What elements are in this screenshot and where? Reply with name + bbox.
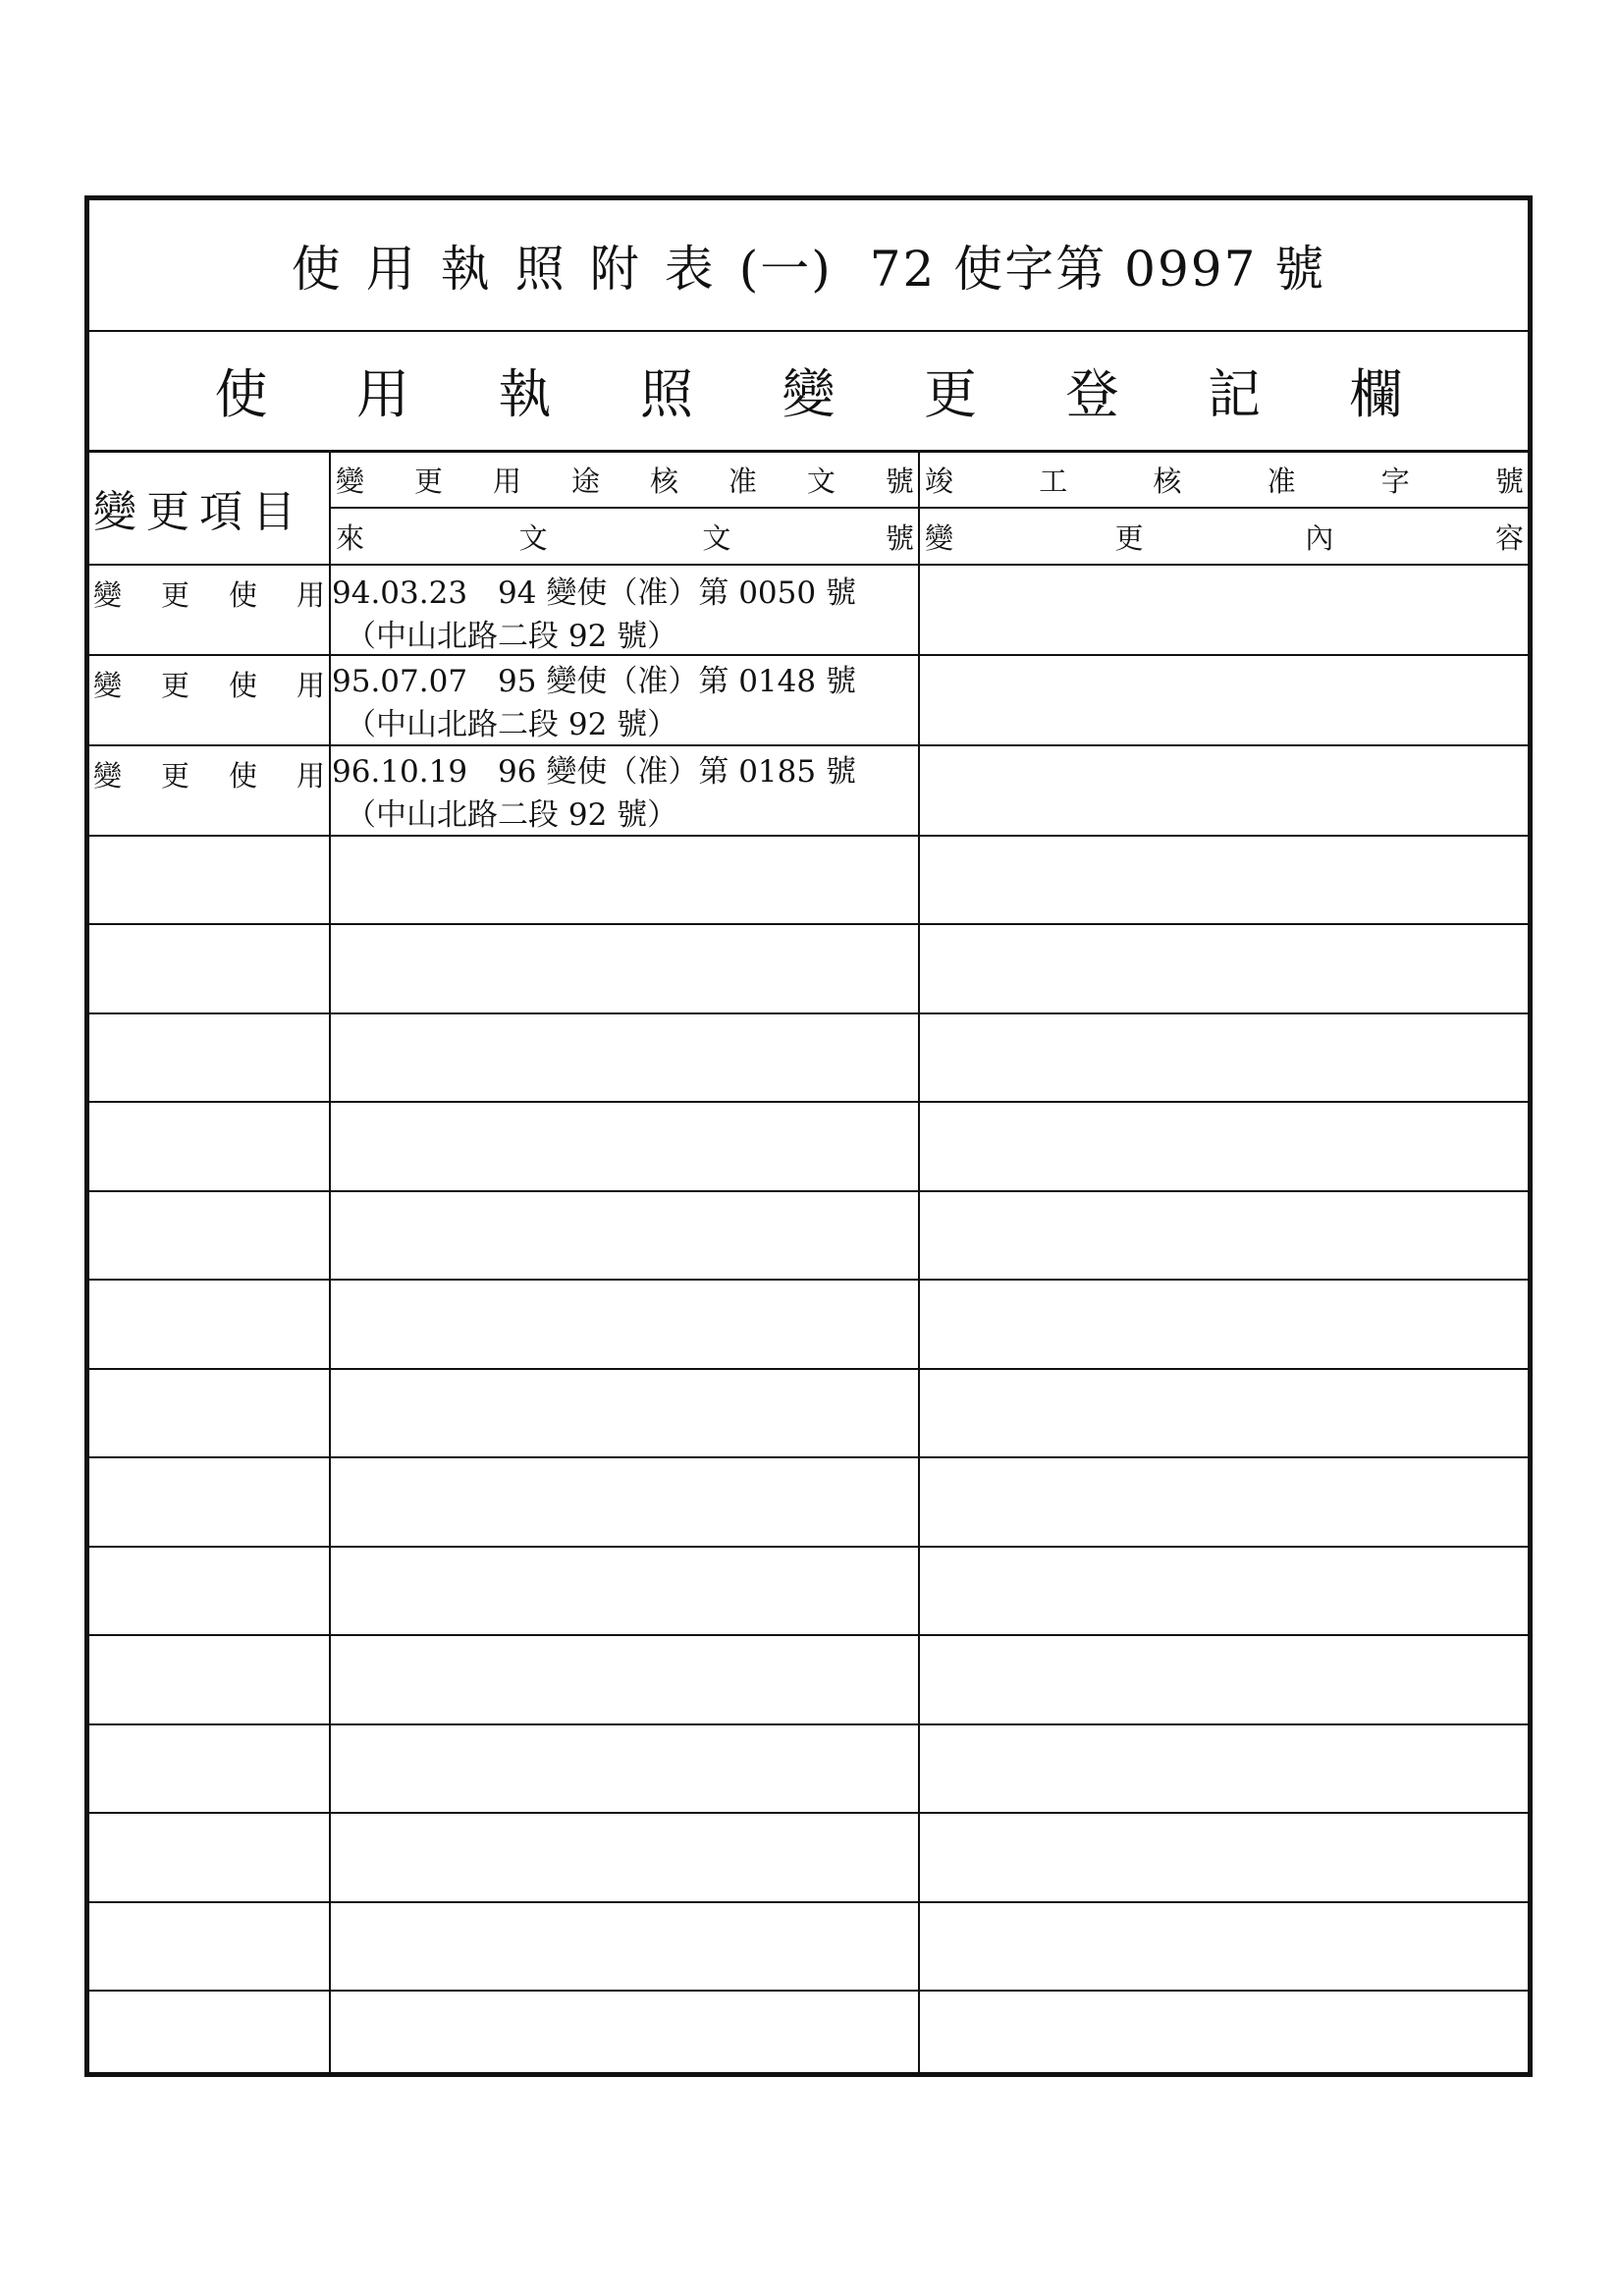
row-divider <box>89 1812 1528 1814</box>
row-divider <box>89 654 1528 656</box>
column-header-item-label: 變更項目 <box>93 487 305 537</box>
row-item-char: 更 <box>160 578 189 612</box>
column-header-char: 准 <box>1267 464 1296 498</box>
row-item-char: 更 <box>160 669 189 702</box>
registration-form <box>84 195 1533 2077</box>
row-divider <box>89 1634 1528 1636</box>
column-header-char: 號 <box>885 520 914 555</box>
subtitle-char: 登 <box>1065 362 1119 425</box>
column-header-char: 竣 <box>925 464 954 498</box>
row-doc-line1: 94.03.23 94 變使（准）第 0050 號 <box>332 575 856 611</box>
row-divider <box>89 1101 1528 1103</box>
subtitle-char: 欄 <box>1349 362 1403 425</box>
title-number: 72 使字第 0997 號 <box>869 241 1326 298</box>
row-divider <box>89 1279 1528 1281</box>
column-header-char: 文 <box>518 520 548 555</box>
row-item-char: 使 <box>228 669 257 702</box>
column-header-char: 核 <box>1153 464 1182 498</box>
row-divider <box>89 923 1528 925</box>
form-subtitle <box>89 330 1528 453</box>
row-doc-address: （中山北路二段 92 號） <box>346 707 678 742</box>
column-header-char: 用 <box>492 464 521 498</box>
row-divider <box>89 1368 1528 1370</box>
column-header-change-content <box>921 509 1528 564</box>
row-divider <box>89 1190 1528 1192</box>
subtitle-char: 記 <box>1208 362 1261 425</box>
row-item-char: 變 <box>93 578 123 612</box>
row-item-char: 變 <box>93 759 123 793</box>
row-doc-address: （中山北路二段 92 號） <box>346 797 678 833</box>
column-header-completion <box>921 452 1528 507</box>
row-item-char: 用 <box>296 759 325 793</box>
column-divider <box>329 452 331 2072</box>
row-item-char: 變 <box>93 669 123 702</box>
row-divider <box>89 1990 1528 1992</box>
row-divider <box>89 1723 1528 1725</box>
column-header-char: 更 <box>1114 520 1144 555</box>
column-header-char: 內 <box>1305 520 1334 555</box>
header-subdivider <box>329 507 1528 509</box>
subtitle-char: 使 <box>214 362 268 425</box>
row-doc <box>332 660 921 746</box>
column-header-char: 變 <box>925 520 954 555</box>
row-divider <box>89 744 1528 746</box>
title-left: 使用執照附表 <box>291 241 739 298</box>
column-header-char: 來 <box>336 520 365 555</box>
column-header-char: 號 <box>1494 464 1524 498</box>
row-item-char: 使 <box>228 578 257 612</box>
column-divider <box>918 452 920 2072</box>
column-header-char: 准 <box>728 464 757 498</box>
column-header-char: 文 <box>702 520 731 555</box>
row-doc-address: （中山北路二段 92 號） <box>346 619 678 654</box>
column-header-approval-doc <box>332 452 918 507</box>
column-header-char: 字 <box>1380 464 1410 498</box>
row-divider <box>89 835 1528 837</box>
row-divider <box>89 1012 1528 1014</box>
subtitle-char: 用 <box>356 362 409 425</box>
column-header-incoming-doc <box>332 509 918 564</box>
subtitle-char: 變 <box>782 362 836 425</box>
row-doc <box>332 750 921 837</box>
form-title <box>89 200 1528 332</box>
column-header-char: 工 <box>1039 464 1068 498</box>
row-divider <box>89 1456 1528 1458</box>
row-divider <box>89 1901 1528 1903</box>
row-doc-line1: 95.07.07 95 變使（准）第 0148 號 <box>332 664 856 699</box>
row-divider <box>89 1546 1528 1548</box>
column-header-char: 核 <box>649 464 678 498</box>
row-item <box>89 566 329 654</box>
row-item-char: 使 <box>228 759 257 793</box>
row-item <box>89 746 329 835</box>
column-header-char: 更 <box>413 464 443 498</box>
column-header-char: 變 <box>336 464 365 498</box>
column-header-char: 容 <box>1494 520 1524 555</box>
column-header-char: 文 <box>806 464 836 498</box>
column-header-item <box>89 452 329 564</box>
column-header-char: 號 <box>885 464 914 498</box>
subtitle-char: 更 <box>924 362 977 425</box>
column-header-char: 途 <box>570 464 600 498</box>
row-item-char: 更 <box>160 759 189 793</box>
row-item <box>89 656 329 744</box>
row-divider <box>89 564 1528 566</box>
title-paren: (一) <box>738 241 833 298</box>
row-doc-line1: 96.10.19 96 變使（准）第 0185 號 <box>332 754 856 790</box>
row-doc <box>332 572 921 658</box>
row-item-char: 用 <box>296 578 325 612</box>
subtitle-char: 執 <box>498 362 552 425</box>
subtitle-char: 照 <box>640 362 693 425</box>
row-item-char: 用 <box>296 669 325 702</box>
